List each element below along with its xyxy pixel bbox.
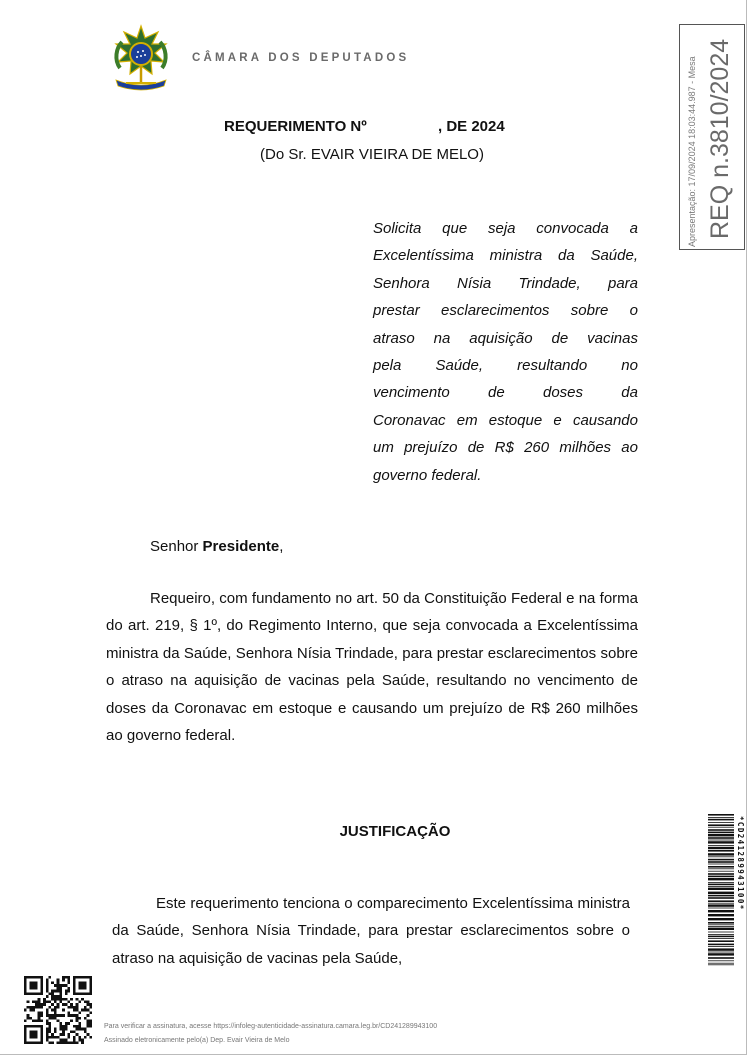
salutation-suffix: , xyxy=(279,538,284,555)
brasil-coat-of-arms-icon xyxy=(108,24,174,92)
chamber-name: CÂMARA DOS DEPUTADOS xyxy=(192,52,410,64)
verification-link[interactable]: Para verificar a assinatura, acesse https://infoleg-autenticidade-assinatura.camara.leg.br/CD241289943100 xyxy=(104,1023,438,1030)
request-number: REQ n.3810/2024 xyxy=(706,38,734,239)
ementa-summary xyxy=(373,215,638,489)
qr-code-icon xyxy=(24,976,92,1044)
title-year: , DE 2024 xyxy=(438,118,505,135)
ementa-line: Excelentíssima ministra da Saúde, xyxy=(373,247,638,265)
justification-paragraph: Este requerimento tenciona o comparecimento Excelentíssima ministra da Saúde, Senhora Nísia Trindade, para prestar esclarecimentos sobre o atraso na aquisição de vacinas pela Saúde, xyxy=(112,895,630,967)
ementa-line: prestar esclarecimentos sobre o xyxy=(373,302,638,320)
ementa-line: vencimento de doses da xyxy=(373,384,638,402)
ementa-line: atraso na aquisição de vacinas xyxy=(373,329,638,347)
request-paragraph: Requeiro, com fundamento no art. 50 da Constituição Federal e na forma do art. 219, § 1º, do Regimento Interno, que seja convocada a Excelentíssima ministra da Saúde, Senhora Nísia Trindade, para prestar esclarecimentos sobre o atraso na aquisição de vacinas pela Saúde, resultando no vencimento de doses da Coronavac em estoque e causando um prejuízo de R$ 260 milhões ao governo federal. xyxy=(106,590,638,745)
signature-note: Assinado eletronicamente pelo(a) Dep. Evair Vieira de Melo xyxy=(104,1037,290,1044)
title-request-label: REQUERIMENTO Nº xyxy=(224,118,367,135)
ementa-line: Coronavac em estoque e causando xyxy=(373,411,638,429)
ementa-line: governo federal. xyxy=(373,466,482,484)
ementa-line: pela Saúde, resultando no xyxy=(373,357,638,375)
salutation-prefix: Senhor xyxy=(150,538,203,555)
justification-heading: JUSTIFICAÇÃO xyxy=(339,823,451,840)
ementa-line: Solicita que seja convocada a xyxy=(373,220,638,237)
ementa-line: um prejuízo de R$ 260 milhões ao xyxy=(373,439,638,457)
salutation xyxy=(150,538,283,555)
presentation-timestamp: Apresentação: 17/09/2024 18:03:44.987 - Mesa xyxy=(687,56,697,247)
document-author: (Do Sr. EVAIR VIEIRA DE MELO) xyxy=(260,146,484,163)
barcode-icon xyxy=(708,814,734,968)
document-title xyxy=(0,118,748,138)
ementa-line: Senhora Nísia Trindade, para xyxy=(373,274,638,292)
barcode-code: *CD241289943100* xyxy=(736,816,745,911)
salutation-title: Presidente xyxy=(202,538,280,555)
